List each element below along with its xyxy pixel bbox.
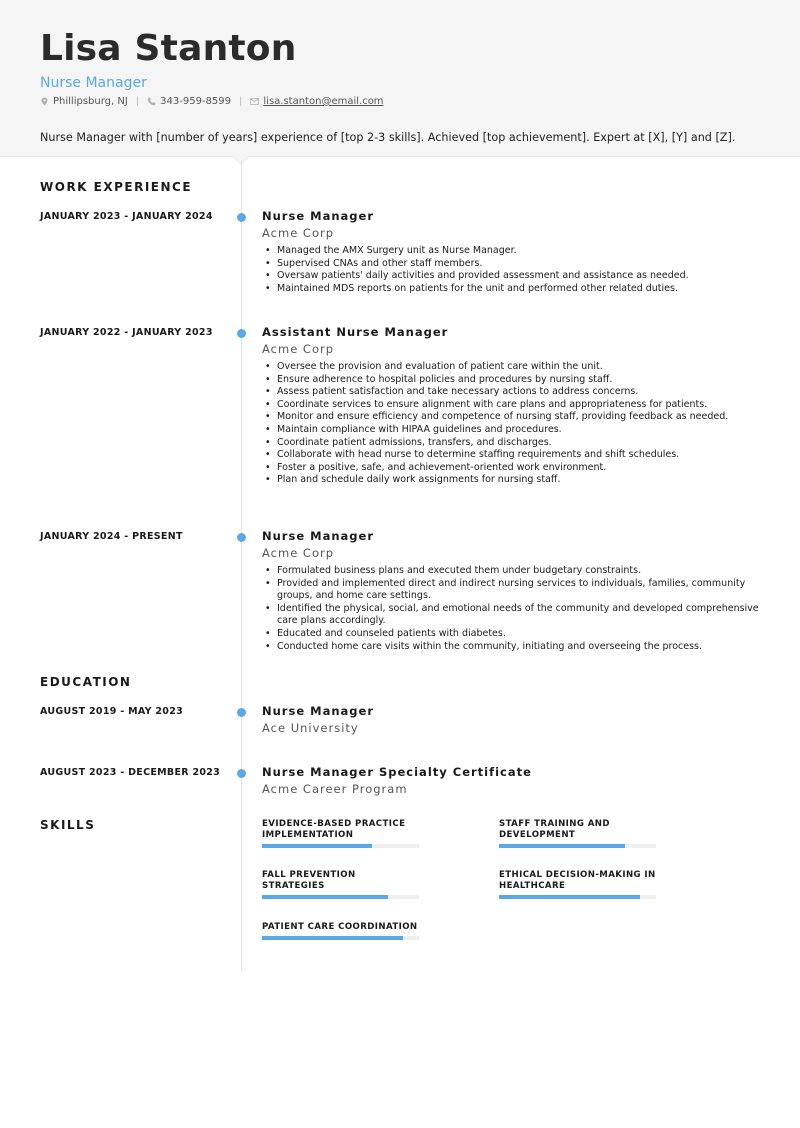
skill-bar-fill <box>262 844 372 848</box>
entry-date: JANUARY 2023 - JANUARY 2024 <box>40 211 213 222</box>
timeline-dot <box>237 708 246 717</box>
skill-bar-fill <box>262 895 388 899</box>
list-item: • Oversee the provision and evaluation of patient care within the unit. <box>262 361 762 374</box>
entry-title: Nurse Manager Specialty Certificate <box>262 765 532 779</box>
contact-separator: | <box>135 96 140 107</box>
list-item: • Managed the AMX Surgery unit as Nurse Manager. <box>262 245 762 258</box>
entry-date: JANUARY 2024 - PRESENT <box>40 531 183 542</box>
entry-bullets <box>262 361 762 487</box>
skill-bar <box>499 844 656 848</box>
list-item: • Plan and schedule daily work assignments for nursing staff. <box>262 474 762 487</box>
skill-bar <box>499 895 656 899</box>
skill-name: PATIENT CARE COORDINATION <box>262 922 418 932</box>
list-item: • Identified the physical, social, and emotional needs of the community and developed comprehensive care plans accordingly. <box>262 603 762 628</box>
entry-organization: Acme Corp <box>262 226 335 240</box>
resume-header <box>0 0 800 157</box>
list-item: • Ensure adherence to hospital policies and procedures by nursing staff. <box>262 374 762 387</box>
skill-name: ETHICAL DECISION-MAKING IN HEALTHCARE <box>499 870 656 891</box>
skill-bar-fill <box>499 895 640 899</box>
list-item: • Provided and implemented direct and indirect nursing services to individuals, families, community groups, and home care settings. <box>262 578 762 603</box>
candidate-role: Nurse Manager <box>40 75 147 91</box>
skill-bar-fill <box>499 844 625 848</box>
entry-title: Nurse Manager <box>262 209 374 223</box>
skill-bar <box>262 895 419 899</box>
list-item: • Maintain compliance with HIPAA guidelines and procedures. <box>262 424 762 437</box>
entry-organization: Acme Corp <box>262 546 335 560</box>
timeline-dot <box>237 533 246 542</box>
entry-title: Nurse Manager <box>262 529 374 543</box>
entry-organization: Acme Career Program <box>262 782 408 796</box>
entry-bullets <box>262 565 762 653</box>
phone-text: 343-959-8599 <box>160 96 232 107</box>
skill-bar <box>262 936 419 940</box>
skill-item <box>499 819 657 848</box>
skill-name: EVIDENCE-BASED PRACTICE IMPLEMENTATION <box>262 819 406 840</box>
envelope-icon <box>250 97 259 106</box>
list-item: • Collaborate with head nurse to determine staffing requirements and shift schedules. <box>262 449 762 462</box>
list-item: • Oversaw patients' daily activities and provided assessment and assistance as needed. <box>262 270 762 283</box>
list-item: • Educated and counseled patients with diabetes. <box>262 628 762 641</box>
phone-icon <box>147 97 156 106</box>
section-title-education: EDUCATION <box>40 675 132 689</box>
skill-item <box>262 922 420 940</box>
entry-date: JANUARY 2022 - JANUARY 2023 <box>40 327 213 338</box>
entry-organization: Acme Corp <box>262 342 335 356</box>
list-item: • Foster a positive, safe, and achievement-oriented work environment. <box>262 462 762 475</box>
skill-item <box>262 870 420 899</box>
contact-line <box>40 96 384 107</box>
skill-bar <box>262 844 419 848</box>
phone-item <box>147 96 231 107</box>
timeline-dot <box>237 769 246 778</box>
timeline-dot <box>237 213 246 222</box>
list-item: • Formulated business plans and executed them under budgetary constraints. <box>262 565 762 578</box>
candidate-name: Lisa Stanton <box>40 28 297 69</box>
list-item: • Coordinate services to ensure alignment with care plans and appropriateness for patients. <box>262 399 762 412</box>
timeline-dot <box>237 329 246 338</box>
skill-item <box>262 819 420 848</box>
list-item: • Monitor and ensure efficiency and competence of nursing staff, providing feedback as needed. <box>262 411 762 424</box>
timeline-line <box>241 160 242 971</box>
skill-bar-fill <box>262 936 403 940</box>
skill-name: FALL PREVENTION STRATEGIES <box>262 870 356 891</box>
email-link[interactable]: lisa.stanton@email.com <box>263 96 384 107</box>
entry-title: Assistant Nurse Manager <box>262 325 449 339</box>
list-item: • Assess patient satisfaction and take necessary actions to address concerns. <box>262 386 762 399</box>
location-text: Phillipsburg, NJ <box>53 96 128 107</box>
contact-separator: | <box>239 96 243 107</box>
location-item <box>40 96 128 107</box>
list-item: • Supervised CNAs and other staff members. <box>262 258 762 271</box>
section-title-skills: SKILLS <box>40 818 96 832</box>
list-item: • Maintained MDS reports on patients for the unit and performed other related duties. <box>262 283 762 296</box>
list-item: • Conducted home care visits within the community, initiating and overseeing the process. <box>262 641 762 654</box>
entry-date: AUGUST 2023 - DECEMBER 2023 <box>40 767 221 778</box>
map-pin-icon <box>40 97 49 106</box>
skill-item <box>499 870 657 899</box>
entry-bullets <box>262 245 762 295</box>
entry-title: Nurse Manager <box>262 704 374 718</box>
profile-summary: Nurse Manager with [number of years] experience of [top 2-3 skills]. Achieved [top achievement]. Expert at [X], [Y] and [Z]. <box>40 131 736 144</box>
entry-date: AUGUST 2019 - MAY 2023 <box>40 706 184 717</box>
skill-name: STAFF TRAINING AND DEVELOPMENT <box>499 819 610 840</box>
section-title-work: WORK EXPERIENCE <box>40 180 193 194</box>
entry-organization: Ace University <box>262 721 359 735</box>
list-item: • Coordinate patient admissions, transfers, and discharges. <box>262 437 762 450</box>
email-item[interactable] <box>250 96 383 107</box>
